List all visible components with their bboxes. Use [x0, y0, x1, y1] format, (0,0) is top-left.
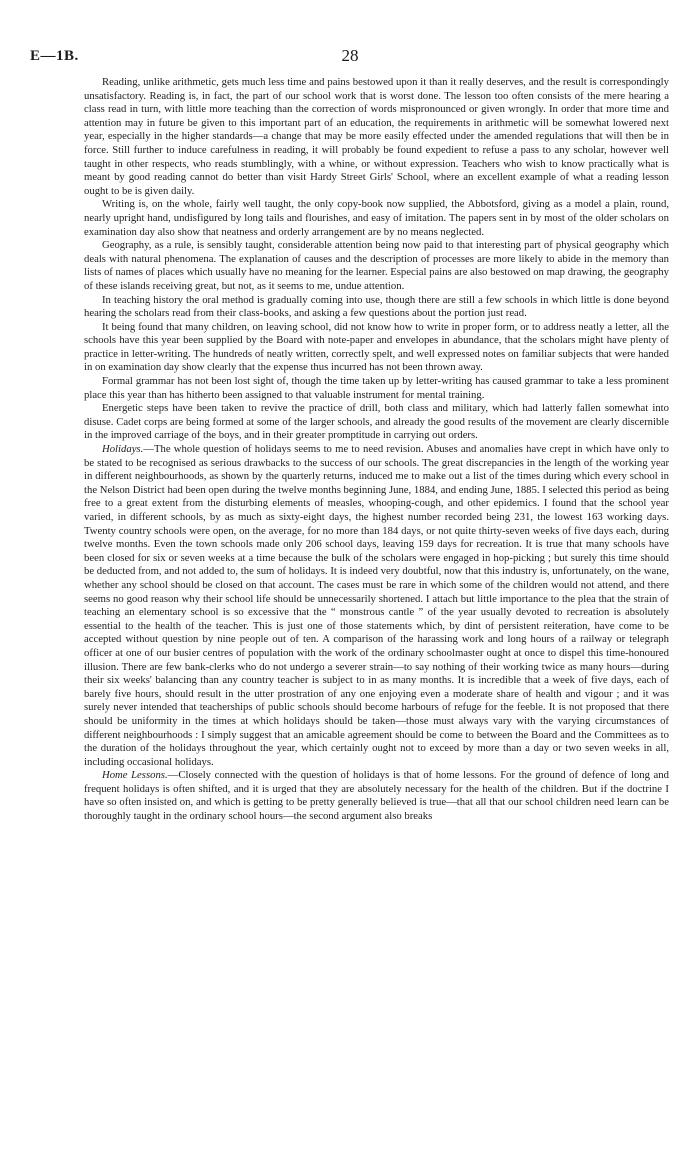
section-heading-home-lessons: Home Lessons.: [102, 769, 168, 782]
paragraph-text: Energetic steps have been taken to revive the practice of drill, both class and military, which had latterly fallen somewhat into disuse. Cadet corps are being formed at some of the larger schools, and already the good results of the movement are clearly discernible in the improved carriage of the boys, and in their greater promptitude in carrying out orders.: [84, 402, 669, 442]
paragraph-home-lessons: [84, 769, 669, 823]
paragraph-text: Reading, unlike arithmetic, gets much less time and pains bestowed upon it than it really deserves, and the result is correspondingly unsatisfactory. Reading is, in fact, the part of our school work that is worst done. The lesson too often consists of the mere hearing a class read in turn, with little more teaching than the correction of words mispronounced or given wrongly. In order that more time and attention may in future be given to this important part of an education, the requirements in arithmetic will be somewhat lowered next year, especially in the higher standards—a change that may be more easily effected under the amended regulations that will then be in force. Still further to induce carefulness in reading, it will probably be found expedient to refuse a pass to any scholar, however well taught in other respects, who reads stumblingly, with a whine, or without expression. Teachers who wish to know practically what is meant by good reading cannot do better than visit Hardy Street Girls' School, where an excellent example of what a reading lesson ought to be is given daily.: [84, 76, 669, 197]
paragraph-writing: [84, 198, 669, 239]
document-reference: E—1B.: [30, 48, 79, 64]
paragraph-text: It being found that many children, on leaving school, did not know how to write in proper form, or to address neatly a letter, all the schools have this year been supplied by the Board with note-paper and envelopes in abundance, that the scholars might have plenty of practice in letter-writing. The hundreds of neatly written, correctly spelt, and well expressed notes on familiar subjects that were handed in on examination day show clearly that the expense thus incurred has not been thrown away.: [84, 320, 669, 374]
paragraph-letter-writing: [84, 321, 669, 375]
paragraph-drill: [84, 402, 669, 443]
paragraph-grammar: [84, 375, 669, 402]
paragraph-text: Writing is, on the whole, fairly well taught, the only copy-book now supplied, the Abbotsford, giving as a model a plain, round, nearly upright hand, undisfigured by long tails and flourishes, and easy of imitation. The papers sent in by most of the older scholars on examination day also show that neatness and orderly arrangement are by no means neglected.: [84, 198, 669, 238]
body-text: [84, 76, 669, 824]
paragraph-geography: [84, 239, 669, 293]
page-number: 28: [341, 46, 359, 65]
paragraph-reading: [84, 76, 669, 198]
paragraph-holidays: [84, 443, 669, 769]
paragraph-text: Geography, as a rule, is sensibly taught, considerable attention being now paid to that interesting part of physical geography which deals with natural phenomena. The explanation of causes and the description of processes are more likely to abide in the memory than lists of names of places which usually have no meaning for the learner. Especial pains are also bestowed on map drawing, the geography of these islands receiving great, but not, as it seems to me, undue attention.: [84, 239, 669, 292]
paragraph-text: Formal grammar has not been lost sight of, though the time taken up by letter-writing has caused grammar to take a less prominent place this year than has hitherto been assigned to that valuable instrument for mental training.: [84, 375, 669, 401]
section-heading-holidays: Holidays.: [102, 443, 144, 456]
paragraph-text: —The whole question of holidays seems to me to need revision. Abuses and anomalies have crept in which have only to be stated to be recognised as serious drawbacks to the success of our schools. The great discrepancies in the length of the working year in different neighbourhoods, as shown by the quarterly returns, induced me to make out a list of the times during which every school in the Nelson District had been open during the twelve months beginning June, 1884, and ending June, 1885. I selected this period as being free to a great extent from the disturbing elements of measles, whooping-cough, and other epidemics. I found that the school year varied, in different schools, by as much as sixty-eight days, the highest number recorded being 231, the lowest 163 working days. Twenty country schools were open, on the average, for no more than 184 days, or not quite thirty-seven weeks of five days each, during twelve months. Even the town schools made only 206 school days, leaving 159 days for recreation. It is true that many schools have been closed for six or seven weeks at a time because the bulk of the scholars were engaged in hop-picking ; but surely this time should be deducted from, and not added to, the sum of holidays. It is indeed very doubtful, now that this industry is, unfortunately, on the wane, whether any school should be closed on that account. The cases must be rare in which some of the children would not attend, and there seems no good reason why their school life should be unnecessarily shortened. I attach but little importance to the plea that the strain of teaching an elementary school is so excessive that the “ monstrous cantle ” of the year usually devoted to recreation is absolutely essential to the health of the teacher. This is just one of those statements which, by dint of persistent reiteration, have come to be accepted without question by nine people out of ten. A comparison of the harassing work and long hours of a railway or telegraph officer at one of our busier centres of population with the work of the ordinary schoolmaster ought at once to dispel this time-honoured illusion. There are few bank-clerks who do not undergo a severer strain—to say nothing of their working twice as many hours—during their six weeks' balancing than any country teacher is subject to in as many months. It is incredible that a week of five days, each of barely five hours, should result in the utter prostration of any one enjoying even a moderate share of health and vigour ; and it was surely never intended that teacherships of public schools should become harbours of refuge for the feeble. It is not proposed that there should be uniformity in the times at which holidays should be taken—those must always vary with the varying circumstances of different neighbourhoods : I simply suggest that an amicable agreement should be come to between the Board and the Committees as to the duration of the holidays throughout the year, which certainly ought not to exceed by more than a day or two seven weeks in all, including occasional holidays.: [84, 443, 669, 768]
paragraph-history: [84, 294, 669, 321]
paragraph-text: In teaching history the oral method is gradually coming into use, though there are still a few schools in which little is done beyond hearing the scholars read from their class-books, and asking a few questions about the portion just read.: [84, 293, 669, 320]
paragraph-text: —Closely connected with the question of holidays is that of home lessons. For the ground of defence of long and frequent holidays is often shifted, and it is urged that they are absolutely necessary for the health of the children. But if the doctrine I have so often insisted on, and which is getting to be pretty generally believed is true—that all that our school children need learn can be thoroughly taught in the ordinary school hours—the second argument also breaks: [84, 769, 669, 823]
